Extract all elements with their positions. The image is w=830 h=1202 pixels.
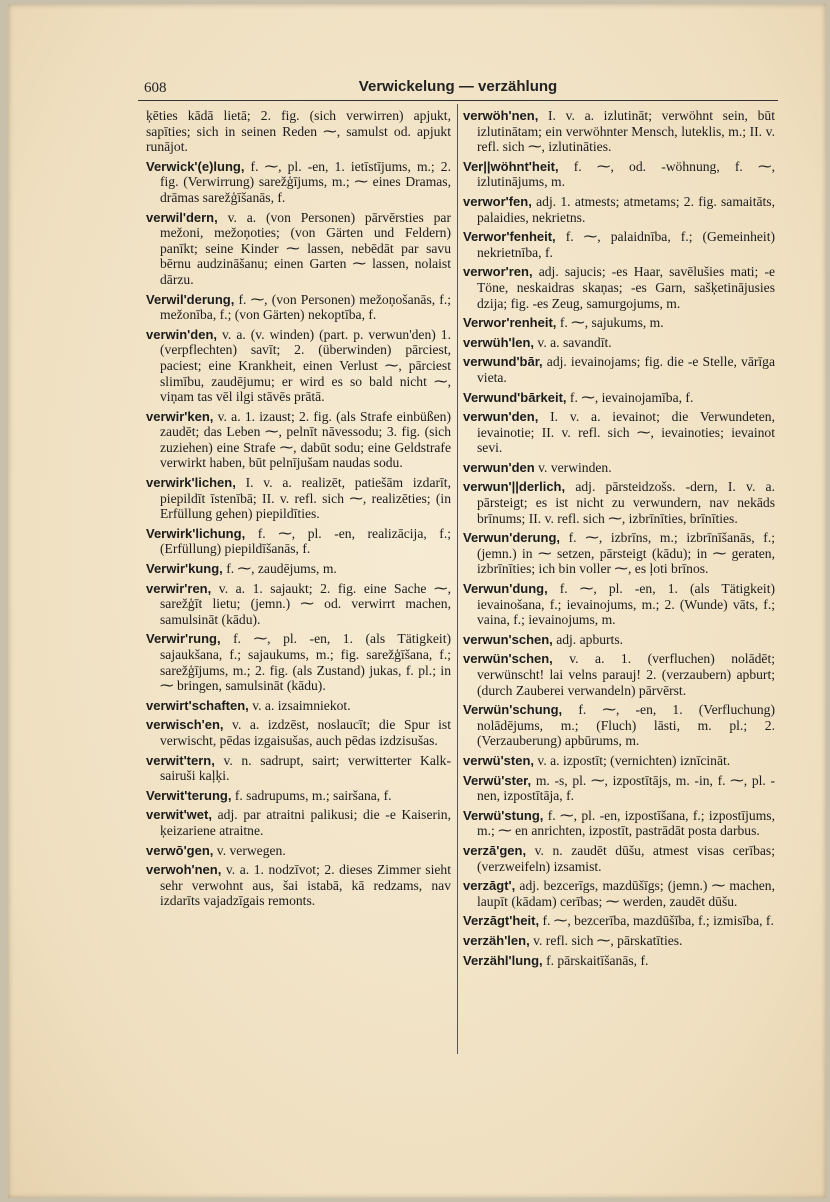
entry-definition: v. a. 1. (verfluchen) nolādēt; verwünscht! lai velns parauj! 2. (verzaubern) apburt; (durch Zauberei verwandeln) pārvērst. bbox=[477, 651, 775, 698]
dictionary-entry bbox=[463, 581, 775, 628]
dictionary-entry bbox=[463, 479, 775, 526]
running-head-title: Verwickelung — verzählung bbox=[358, 78, 558, 95]
entry-definition: v. a. izdzēst, noslaucīt; die Spur ist verwischt, pēdas izgaisušas, auch pēdas izdzisušas. bbox=[160, 717, 451, 748]
entry-headword: verwun'den, bbox=[463, 409, 539, 425]
dictionary-entry bbox=[463, 702, 775, 749]
dictionary-entry bbox=[463, 933, 775, 949]
dictionary-entry bbox=[463, 315, 775, 331]
entry-definition: adj. ievainojams; fig. die -e Stelle, vārīga vieta. bbox=[477, 354, 775, 385]
dictionary-entry bbox=[146, 581, 451, 628]
entry-definition: f. pārskaitīšanās, f. bbox=[546, 952, 649, 968]
entry-headword: verwit'wet, bbox=[146, 807, 212, 823]
entry-headword: Verwor'renheit, bbox=[463, 315, 557, 331]
dictionary-entry bbox=[146, 788, 451, 804]
entry-definition: f. ⁓, (von Personen) mežoņošanās, f.; mežonība, f.; (von Gärten) nekoptība, f. bbox=[160, 291, 452, 323]
entry-headword: verwit'tern, bbox=[146, 752, 215, 768]
dictionary-entry bbox=[463, 913, 775, 929]
dictionary-entry bbox=[463, 108, 775, 155]
entry-definition: f. ⁓, pl. -en, 1. (als Tätigkeit) ievainošana, f.; ievainojums, m.; 2. (Wunde) vāts, f.; vaina, f.; ievainojums, m. bbox=[477, 581, 775, 628]
dictionary-entry bbox=[463, 390, 775, 406]
dictionary-entry bbox=[463, 530, 775, 577]
entry-headword: verwü'sten, bbox=[463, 752, 535, 768]
entry-headword: verwun'den bbox=[463, 459, 535, 475]
entry-headword: verzäh'len, bbox=[463, 932, 530, 948]
dictionary-entry bbox=[146, 843, 451, 859]
entry-headword: Verwirk'lichung, bbox=[146, 525, 246, 541]
dictionary-entry bbox=[146, 159, 451, 206]
entry-headword: Verwun'derung, bbox=[463, 530, 560, 546]
dictionary-entry bbox=[463, 878, 775, 909]
entry-definition: I. v. a. realizēt, patiešām izdarīt, piepildīt īstenībā; II. v. refl. sich ⁓, realizēties; (in Erfüllung gehen) piepildīties. bbox=[160, 475, 451, 522]
dictionary-entry bbox=[146, 475, 451, 522]
entry-definition: f. ⁓, od. -wöhnung, f. ⁓, izlutinājums, m. bbox=[477, 158, 775, 190]
page-number: 608 bbox=[144, 80, 167, 96]
dictionary-entry bbox=[146, 292, 451, 323]
entry-definition: adj. apburts. bbox=[556, 631, 624, 647]
entry-definition: f. ⁓, pl. -en, izpostīšana, f.; izpostījums, m.; ⁓ en anrichten, izpostīt, pastrādāt posta darbus. bbox=[477, 807, 775, 839]
right-column bbox=[463, 108, 775, 972]
entry-definition: f. ⁓, palaidnība, f.; (Gemeinheit) nekrietnība, f. bbox=[477, 229, 775, 260]
entry-definition: f. ⁓, pl. -en, 1. (als Tätigkeit) sajaukšana, f.; sajaukums, m.; fig. sarežģīšana, f.; sarežģījums, m.; 2. fig. (als Zustand) jukas, f. pl.; in ⁓ bringen, samulsināt (kādu). bbox=[160, 631, 451, 694]
entry-headword: Verzāgt'heit, bbox=[463, 913, 540, 929]
entry-headword: Verwun'dung, bbox=[463, 581, 548, 597]
entry-headword: Verwir'kung, bbox=[146, 561, 223, 577]
entry-definition: f. ⁓, izbrīns, m.; izbrīnīšanās, f.; (jemn.) in ⁓ setzen, pārsteigt (kādu); in ⁓ geraten, izbrīnīties; ich bin voller ⁓, es ļoti brīnos. bbox=[477, 530, 775, 577]
entry-headword: Verwit'terung, bbox=[146, 787, 232, 803]
entry-definition: v. a. (von Personen) pārvērsties par mežoni, mežoņoties; (von Gärten und Feldern) panīkt; seine Kinder ⁓ lassen, nebēdāt par savu bērnu audzināšanu; einen Garten ⁓ lassen, nolaist dārzu. bbox=[160, 209, 451, 287]
dictionary-entry bbox=[146, 108, 451, 155]
entry-headword: verwin'den, bbox=[146, 326, 217, 342]
dictionary-page bbox=[8, 4, 826, 1198]
dictionary-entry bbox=[463, 460, 775, 476]
dictionary-entry bbox=[463, 335, 775, 351]
entry-definition: v. n. sadrupt, sairt; verwitterter Kalk- sairuši kaļķi. bbox=[160, 752, 451, 784]
entry-definition: adj. par atraitni palikusi; die -e Kaiserin, ķeizariene atraitne. bbox=[160, 807, 451, 838]
entry-definition: v. a. savandīt. bbox=[537, 334, 612, 350]
dictionary-entry bbox=[463, 229, 775, 260]
entry-headword: verwir'ren, bbox=[146, 580, 212, 596]
dictionary-entry bbox=[463, 409, 775, 456]
dictionary-entry bbox=[463, 753, 775, 769]
entry-headword: verzā'gen, bbox=[463, 842, 527, 858]
entry-definition: v. a. izsaimniekot. bbox=[252, 697, 351, 713]
entry-definition: f. ⁓, bezcerība, mazdūšība, f.; izmisība, f. bbox=[542, 913, 774, 929]
dictionary-entry bbox=[463, 632, 775, 648]
dictionary-entry bbox=[146, 526, 451, 557]
entry-definition: v. a. izpostīt; (vernichten) iznīcināt. bbox=[537, 752, 731, 768]
entry-headword: verwoh'nen, bbox=[146, 862, 222, 878]
dictionary-entry bbox=[146, 807, 451, 838]
entry-definition: f. ⁓, pl. -en, 1. ietīstījums, m.; 2. fig. (Verwirrung) sarežģījums, m.; ⁓ eines Dramas, drāmas sarežģīšanās, f. bbox=[160, 158, 451, 205]
entry-definition: ķēties kādā lietā; 2. fig. (sich verwirren) apjukt, sapīties; sich in seinen Reden ⁓, samulst od. apjukt runājot. bbox=[146, 108, 451, 155]
entry-headword: verwirk'lichen, bbox=[146, 475, 236, 491]
entry-definition: f. ⁓, -en, 1. (Verfluchung) nolādējums, m.; (Fluch) lāsti, m. pl.; 2. (Verzauberung) apbūrums, m. bbox=[477, 702, 775, 749]
entry-definition: f. sadrupums, m.; sairšana, f. bbox=[234, 787, 392, 803]
running-header bbox=[138, 74, 778, 101]
dictionary-entry bbox=[146, 862, 451, 909]
entry-headword: verwō'gen, bbox=[146, 842, 214, 858]
entry-headword: verwor'ren, bbox=[463, 264, 533, 280]
entry-headword: verwöh'nen, bbox=[463, 108, 539, 123]
entry-headword: Verwor'fenheit, bbox=[463, 229, 556, 245]
entry-headword: Verwick'(e)lung, bbox=[146, 158, 245, 174]
dictionary-entry bbox=[146, 561, 451, 577]
entry-headword: verwirt'schaften, bbox=[146, 697, 249, 713]
dictionary-entry bbox=[463, 808, 775, 839]
entry-headword: Verwün'schung, bbox=[463, 702, 563, 718]
entry-headword: verwüh'len, bbox=[463, 334, 534, 350]
entry-headword: Verwü'ster, bbox=[463, 772, 532, 788]
entry-definition: v. n. zaudēt dūšu, atmest visas cerības; (verzweifeln) izsamist. bbox=[477, 842, 775, 874]
entry-headword: Verwir'rung, bbox=[146, 631, 221, 647]
entry-headword: verwund'bār, bbox=[463, 354, 543, 370]
entry-definition: v. a. 1. izaust; 2. fig. (als Strafe einbüßen) zaudēt; das Leben ⁓, pelnīt nāvessodu; 3. fig. (sich zuziehen) eine Strafe ⁓, dabūt sodu; eine Geldstrafe verwirkt haben, būt pelnījušam naudas sodu. bbox=[160, 408, 451, 471]
entry-headword: verwir'ken, bbox=[146, 408, 214, 424]
entry-definition: f. ⁓, ievainojamība, f. bbox=[569, 389, 694, 405]
entry-definition: adj. 1. atmests; atmetams; 2. fig. samaitāts, palaidies, nekrietns. bbox=[477, 193, 775, 225]
entry-definition: adj. pārsteidzošs. -dern, I. v. a. pārsteigt; es ist nicht zu verwundern, nav nekāds brīnums; II. v. refl. sich ⁓, izbrīnīties, brīnīties. bbox=[477, 479, 775, 526]
entry-definition: f. ⁓, sajukums, m. bbox=[559, 315, 664, 331]
dictionary-entry bbox=[146, 409, 451, 471]
left-column bbox=[146, 108, 451, 913]
entry-definition: I. v. a. izlutināt; verwöhnt sein, būt izlutinātam; ein verwöhnter Mensch, luteklis, m.; II. v. refl. sich ⁓, izlutināties. bbox=[477, 108, 775, 155]
entry-headword: verwil'dern, bbox=[146, 209, 218, 225]
dictionary-entry bbox=[146, 327, 451, 405]
entry-definition: adj. sajucis; -es Haar, savēlušies mati; -e Töne, neskaidras skaņas; -es Garn, sašķetinājusies dzija; fig. -es Zeug, samurgojums, m. bbox=[477, 264, 776, 311]
dictionary-entry bbox=[146, 753, 451, 784]
entry-definition: f. ⁓, zaudējums, m. bbox=[226, 561, 337, 577]
dictionary-entry bbox=[463, 194, 775, 225]
dictionary-entry bbox=[146, 210, 451, 288]
entry-definition: m. -s, pl. ⁓, izpostītājs, m. -in, f. ⁓, pl. -nen, izpostītāja, f. bbox=[477, 772, 775, 804]
entry-headword: verwor'fen, bbox=[463, 193, 532, 209]
entry-headword: Verwund'bārkeit, bbox=[463, 389, 567, 405]
dictionary-entry bbox=[146, 717, 451, 748]
entry-definition: adj. bezcerīgs, mazdūšīgs; (jemn.) ⁓ machen, laupīt (kādam) cerības; ⁓ werden, zaudēt dūšu. bbox=[477, 878, 775, 909]
entry-headword: Verwil'derung, bbox=[146, 291, 235, 307]
column-divider bbox=[457, 104, 458, 1054]
entry-headword: verwün'schen, bbox=[463, 651, 553, 667]
entry-definition: f. ⁓, pl. -en, realizācija, f.; (Erfüllung) piepildīšanās, f. bbox=[160, 525, 451, 557]
entry-definition: v. verwegen. bbox=[216, 842, 286, 858]
entry-headword: verwisch'en, bbox=[146, 717, 224, 733]
dictionary-entry bbox=[463, 354, 775, 385]
entry-headword: verwun'schen, bbox=[463, 631, 553, 647]
entry-headword: verwun'||derlich, bbox=[463, 479, 566, 495]
entry-definition: v. a. 1. sajaukt; 2. fig. eine Sache ⁓, sarežģīt lietu; (jemn.) ⁓ od. verwirrt machen, samulsināt (kādu). bbox=[160, 580, 451, 627]
entry-headword: Verzähl'lung, bbox=[463, 952, 543, 968]
entry-headword: verzāgt', bbox=[463, 878, 516, 894]
dictionary-entry bbox=[463, 773, 775, 804]
entry-definition: I. v. a. ievainot; die Verwundeten, ievainotie; II. v. refl. sich ⁓, ievainoties; ievainot sevi. bbox=[477, 409, 775, 456]
entry-definition: v. refl. sich ⁓, pārskatīties. bbox=[533, 932, 683, 948]
entry-definition: v. a. (v. winden) (part. p. verwun'den) 1. (verpflechten) savīt; 2. (überwinden) pārciest, paciest; eine Krankheit, einen Verlust ⁓, pārciest slimību, zaudējumu; er wird es so bald nicht ⁓, viņam tas vēl ilgi stāvēs prātā. bbox=[160, 326, 451, 405]
dictionary-entry bbox=[463, 843, 775, 874]
dictionary-entry bbox=[463, 264, 775, 311]
entry-definition: v. a. 1. nodzīvot; 2. dieses Zimmer sieht sehr verwohnt aus, šai istabā, kā redzams, nav izdarīts vajadzīgais remonts. bbox=[160, 862, 451, 909]
dictionary-entry bbox=[463, 159, 775, 190]
entry-headword: Ver||wöhnt'heit, bbox=[463, 158, 559, 174]
dictionary-entry bbox=[146, 698, 451, 714]
entry-headword: Verwü'stung, bbox=[463, 807, 544, 823]
dictionary-entry bbox=[146, 631, 451, 693]
entry-definition: v. verwinden. bbox=[538, 459, 612, 475]
dictionary-entry bbox=[463, 953, 775, 969]
dictionary-entry bbox=[463, 651, 775, 698]
